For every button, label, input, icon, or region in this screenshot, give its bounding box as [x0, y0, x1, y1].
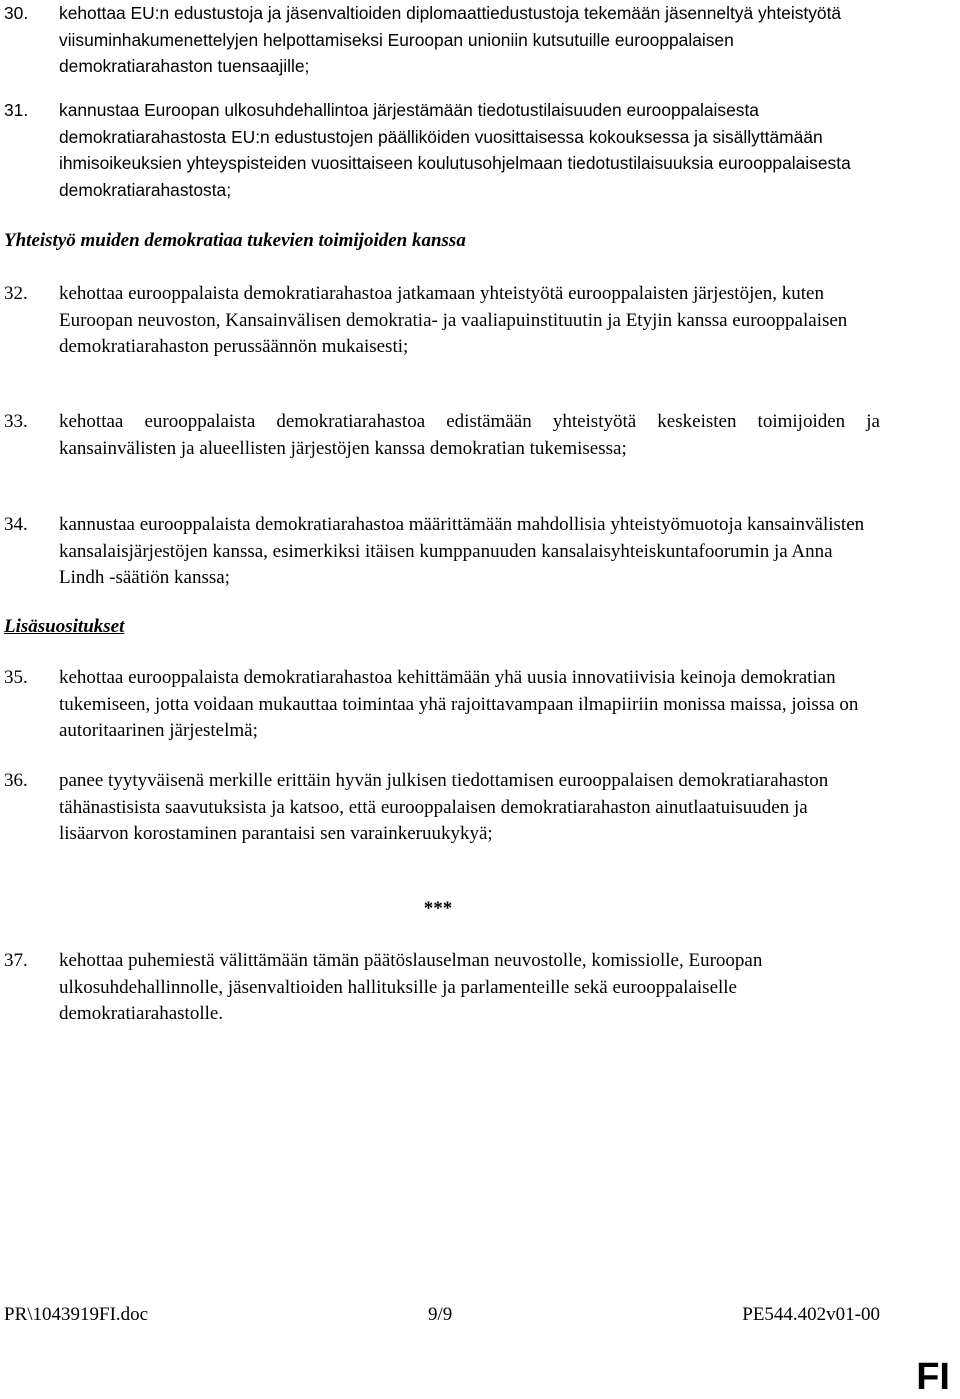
paragraph-text: kehottaa eurooppalaista demokratiarahastoa jatkamaan yhteistyötä eurooppalaisten järjestöjen, kuten Euroopan neuvoston, Kansainvälisen demokratia- ja vaaliapuinstituutin ja Etyjin kanssa eurooppalaisen demokratiarahaston perussäännön mukaisesti;: [59, 283, 848, 357]
paragraph-number: 31.: [4, 100, 29, 120]
footer-doc-ref: PR\1043919FI.doc: [4, 1304, 149, 1325]
paragraph-text: panee tyytyväisenä merkille erittäin hyvän julkisen tiedottamisen eurooppalaisen demokratiarahaston tähänastisista saavutuksista ja katsoo, että eurooppalaisen demokratiarahaston ainutlaatuisuuden ja lisäarvon korostaminen parantaisi sen varainkeruukykyä;: [59, 770, 829, 844]
paragraph-33: [4, 409, 880, 462]
section-heading-cooperation: Yhteistyö muiden demokratiaa tukevien toimijoiden kanssa: [4, 230, 466, 251]
section-separator: ***: [423, 898, 453, 919]
paragraph-30: [4, 0, 880, 80]
paragraph-36: [4, 768, 880, 848]
language-code: FI: [916, 1356, 950, 1398]
paragraph-number: 35.: [4, 667, 28, 688]
paragraph-number: 37.: [4, 950, 28, 971]
paragraph-number: 30.: [4, 3, 29, 23]
paragraph-text: kannustaa Euroopan ulkosuhdehallintoa järjestämään tiedotustilaisuuden eurooppalaisesta demokratiarahastosta EU:n edustustojen päälliköiden vuosittaisessa kokouksessa ja sisällyttämään ihmisoikeuksien yhteyspisteiden vuosittaiseen koulutusohjelmaan tiedotustilaisuuksia eurooppalaisesta demokratiarahastosta;: [59, 100, 851, 200]
paragraph-number: 33.: [4, 411, 28, 432]
paragraph-text: kehottaa EU:n edustustoja ja jäsenvaltioiden diplomaattiedustustoja tekemään jäsenneltyä yhteistyötä viisuminhakumenettelyjen helpottamiseksi Euroopan unioniin kutsutuille eurooppalaisen demokratiarahaston tuensaajille;: [59, 3, 842, 76]
paragraph-37: [4, 948, 880, 1028]
paragraph-text: kehottaa puhemiestä välittämään tämän päätöslauselman neuvostolle, komissiolle, Euroopan ulkosuhdehallinnolle, jäsenvaltioiden hallituksille ja parlamenteille sekä eurooppalaiselle demokratiarahastolle.: [59, 950, 763, 1024]
footer-pe-ref: PE544.402v01-00: [742, 1304, 880, 1325]
paragraph-number: 32.: [4, 283, 28, 304]
paragraph-35: [4, 665, 880, 745]
paragraph-number: 36.: [4, 770, 28, 791]
section-heading-additional: Lisäsuositukset: [4, 616, 125, 637]
paragraph-31: [4, 97, 880, 203]
paragraph-number: 34.: [4, 514, 28, 535]
paragraph-34: [4, 512, 880, 592]
paragraph-32: [4, 281, 880, 361]
footer-page-number: 9/9: [428, 1304, 453, 1325]
paragraph-text: kannustaa eurooppalaista demokratiarahastoa määrittämään mahdollisia yhteistyömuotoja kansainvälisten kansalaisjärjestöjen kanssa, esimerkiksi itäisen kumppanuuden kansalaisyhteiskuntafoorumin ja Anna Lindh -säätiön kanssa;: [59, 514, 865, 588]
paragraph-text: kehottaa eurooppalaista demokratiarahastoa edistämään yhteistyötä keskeisten toimijoiden ja kansainvälisten ja alueellisten järjestöjen kanssa demokratian tukemisessa;: [59, 411, 880, 459]
paragraph-text: kehottaa eurooppalaista demokratiarahastoa kehittämään yhä uusia innovatiivisia keinoja demokratian tukemiseen, jotta voidaan mukauttaa toimintaa yhä rajoittavampaan ilmapiiriin monissa maissa, joissa on autoritaarinen järjestelmä;: [59, 667, 859, 741]
